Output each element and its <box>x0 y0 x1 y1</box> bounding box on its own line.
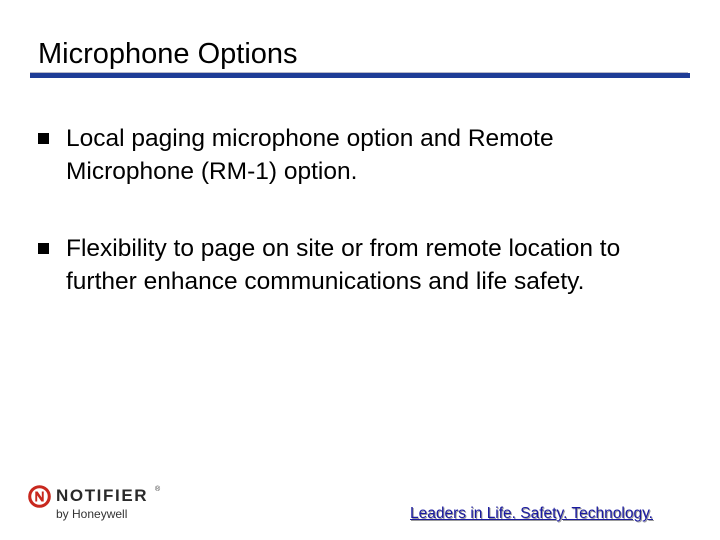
square-bullet-icon <box>38 133 49 144</box>
notifier-logo <box>28 485 178 525</box>
title-rule <box>30 73 690 78</box>
square-bullet-icon <box>38 243 49 254</box>
logo-subtitle: by Honeywell <box>56 507 128 521</box>
registered-mark: ® <box>155 486 161 493</box>
footer-tagline: Leaders in Life. Safety. Technology. <box>410 505 653 522</box>
slide-title: Microphone Options <box>38 38 298 70</box>
notifier-n-ring-icon <box>28 485 51 508</box>
bullet-text: Flexibility to page on site or from remote location to further enhance communications and life safety. <box>66 235 621 295</box>
bullet-item <box>38 122 678 188</box>
logo-wordmark: NOTIFIER <box>56 486 149 505</box>
bullet-text: Local paging microphone option and Remote Microphone (RM-1) option. <box>66 125 554 185</box>
bullet-list <box>38 122 678 342</box>
bullet-item <box>38 232 678 298</box>
